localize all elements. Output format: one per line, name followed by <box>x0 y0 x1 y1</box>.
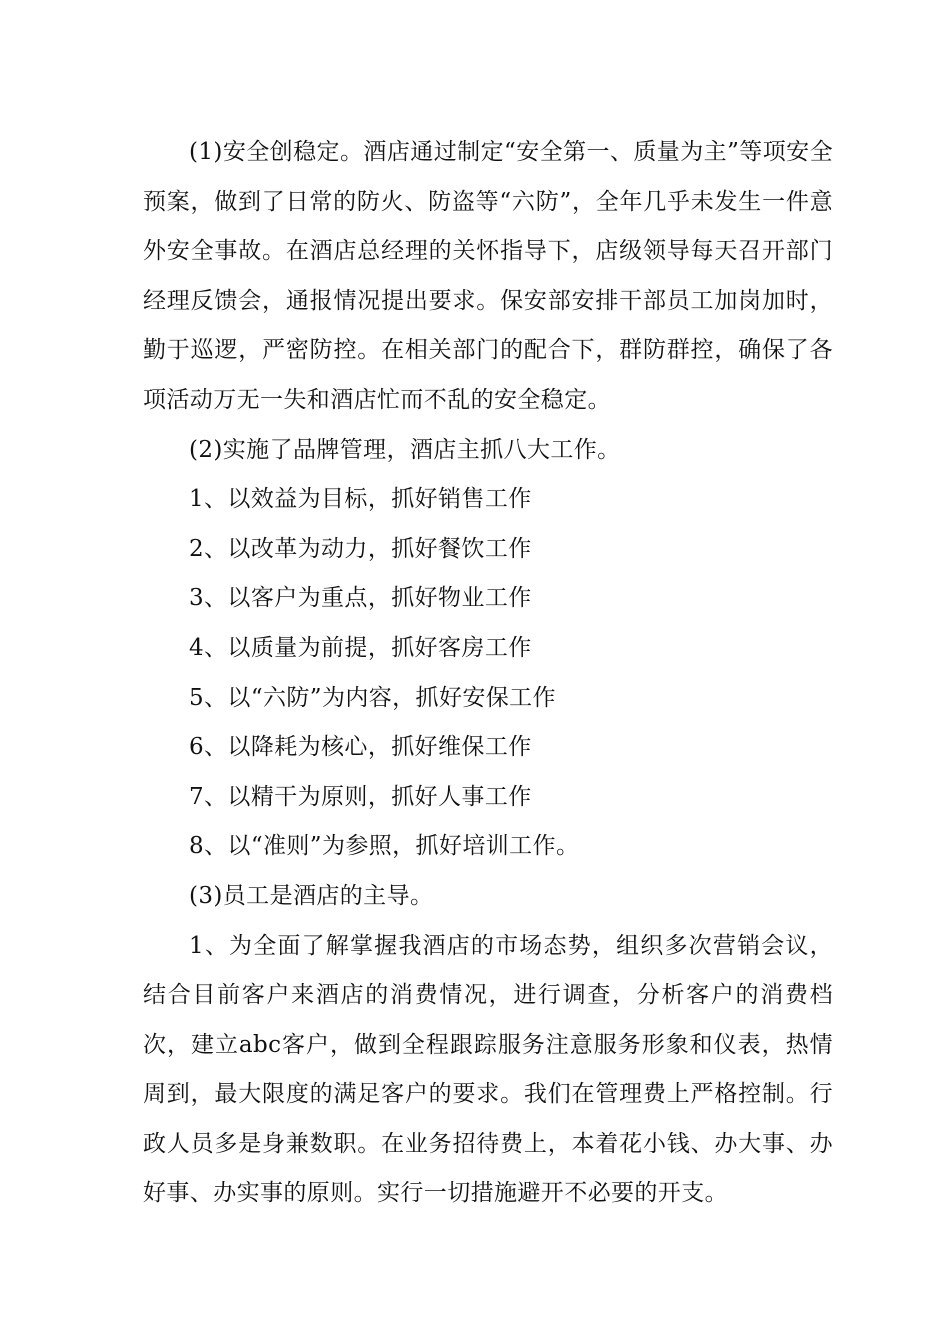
list-item-rooms: 4、以质量为前提，抓好客房工作 <box>189 634 532 661</box>
paragraph-brand-management: (2)实施了品牌管理，酒店主抓八大工作。 <box>189 436 621 463</box>
list-item-sales: 1、以效益为目标，抓好销售工作 <box>189 486 532 513</box>
list-item-catering: 2、以改革为动力，抓好餐饮工作 <box>189 535 532 562</box>
paragraph-market-analysis: 1、为全面了解掌握我酒店的市场态势，组织多次营销会议，结合目前客户来酒店的消费情况，进行调查，分析客户的消费档次，建立abc客户，做到全程跟踪服务注意服务形象和仪表，热情周到，最大限度的满足客户的要求。我们在管理费上严格控制。行政人员多是身兼数职。在业务招待费上，本着花小钱、办大事、办好事、办实事的原则。实行一切措施避开不必要的开支。 <box>143 932 833 1207</box>
list-item-security: 5、以“六防”为内容，抓好安保工作 <box>189 684 556 711</box>
list-item-training: 8、以“准则”为参照，抓好培训工作。 <box>189 833 580 860</box>
paragraph-safety-stability: (1)安全创稳定。酒店通过制定“安全第一、质量为主”等项安全预案，做到了日常的防火、防盗等“六防”，全年几乎未发生一件意外安全事故。在酒店总经理的关怀指导下，店级领导每天召开部门经理反馈会，通报情况提出要求。保安部安排干部员工加岗加时，勤于巡逻，严密防控。在相关部门的配合下，群防群控，确保了各项活动万无一失和酒店忙而不乱的安全稳定。 <box>143 139 833 413</box>
paragraph-staff-leading: (3)员工是酒店的主导。 <box>189 882 434 909</box>
list-item-maintenance: 6、以降耗为核心，抓好维保工作 <box>189 734 532 761</box>
list-item-property: 3、以客户为重点，抓好物业工作 <box>189 585 532 612</box>
list-item-personnel: 7、以精干为原则，抓好人事工作 <box>189 783 532 810</box>
document-body <box>143 128 833 1219</box>
